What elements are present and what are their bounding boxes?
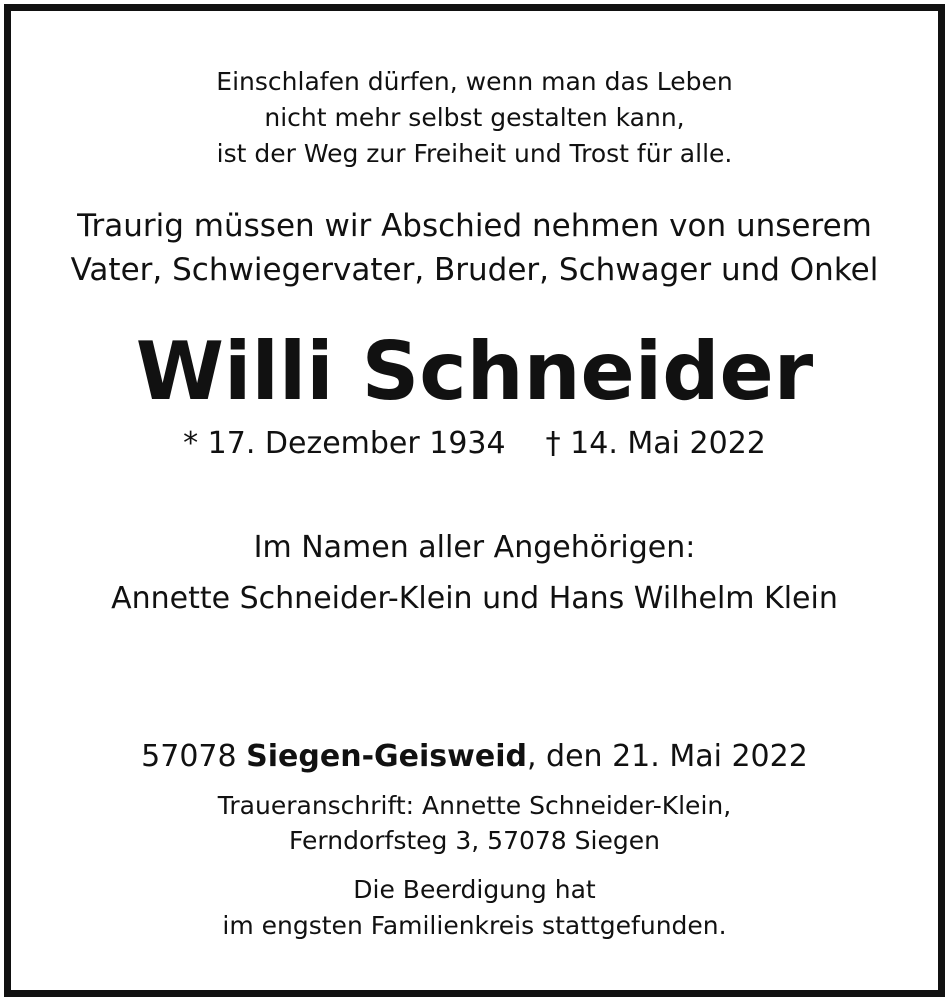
city: Siegen-Geisweid xyxy=(246,739,527,774)
deceased-name: Willi Schneider xyxy=(135,325,814,418)
intro-line-1: Traurig müssen wir Abschied nehmen von unserem xyxy=(77,208,872,244)
poem-line-2: nicht mehr selbst gestalten kann, xyxy=(264,103,685,132)
poem-line-3: ist der Weg zur Freiheit und Trost für alle. xyxy=(216,139,733,168)
funeral-line-1: Die Beerdigung hat xyxy=(353,875,596,904)
intro-line-2: Vater, Schwiegervater, Bruder, Schwager und Onkel xyxy=(70,252,879,288)
obituary-notice xyxy=(11,11,938,990)
place-date xyxy=(11,739,938,774)
poem-line-1: Einschlafen dürfen, wenn man das Leben xyxy=(216,67,733,96)
funeral-line-2: im engsten Familienkreis stattgefunden. xyxy=(222,911,727,940)
family-names: Annette Schneider-Klein und Hans Wilhelm Klein xyxy=(111,581,838,616)
birth-date: * 17. Dezember 1934 xyxy=(183,426,506,461)
family-intro: Im Namen aller Angehörigen: xyxy=(253,530,696,565)
life-dates xyxy=(11,426,938,461)
postcode: 57078 xyxy=(141,739,237,774)
obituary-frame xyxy=(4,4,945,997)
death-date: † 14. Mai 2022 xyxy=(545,426,766,461)
address-line-2: Ferndorfsteg 3, 57078 Siegen xyxy=(289,826,660,855)
address-line-1: Traueranschrift: Annette Schneider-Klein, xyxy=(217,791,732,820)
notice-date: , den 21. Mai 2022 xyxy=(526,739,808,774)
